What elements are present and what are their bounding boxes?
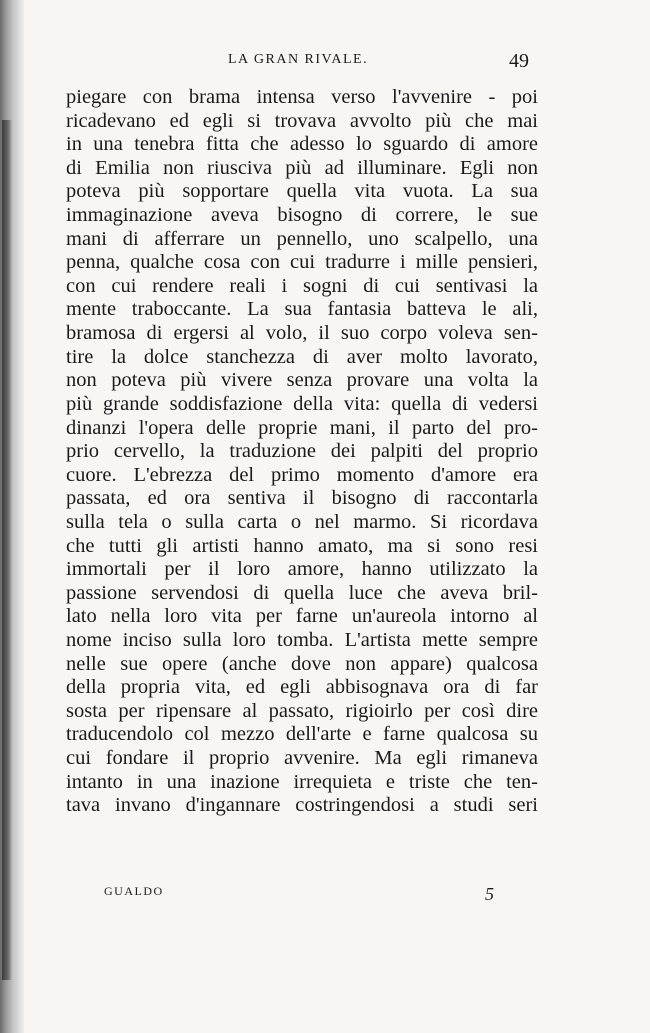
text-line: in una tenebra fitta che adesso lo sguardo di amore [66, 133, 538, 156]
signature-number: 5 [485, 884, 494, 904]
text-line: della propria vita, ed egli abbisognava ora di far [66, 676, 538, 699]
running-title: LA GRAN RIVALE. [228, 52, 369, 67]
text-line: con cui rendere reali i sogni di cui sentivasi la [66, 274, 538, 297]
text-line: ricadevano ed egli si trovava avvolto più che mai [66, 109, 538, 132]
text-line: sosta per ripensare al passato, rigioirlo per così dire [66, 699, 538, 722]
text-line: tava invano d'ingannare costringendosi a studi seri [66, 794, 538, 817]
text-line: passione servendosi di quella luce che aveva bril- [66, 581, 538, 604]
text-line: intanto in una inazione irrequieta e triste che ten- [66, 770, 538, 793]
text-line: mente traboccante. La sua fantasia batteva le ali, [66, 298, 538, 321]
text-line: più grande soddisfazione della vita: quella di vedersi [66, 392, 538, 415]
text-line: sulla tela o sulla carta o nel marmo. Si ricordava [66, 510, 538, 533]
body-text [66, 86, 538, 818]
text-line: che tutti gli artisti hanno amato, ma si sono resi [66, 534, 538, 557]
text-line: nome inciso sulla loro tomba. L'artista mette sempre [66, 629, 538, 652]
text-line: nelle sue opere (anche dove non appare) qualcosa [66, 652, 538, 675]
text-line: tire la dolce stanchezza di aver molto lavorato, [66, 345, 538, 368]
text-line: lato nella loro vita per farne un'aureola intorno al [66, 605, 538, 628]
text-line: dinanzi l'opera delle proprie mani, il parto del pro- [66, 416, 538, 439]
text-line: immaginazione aveva bisogno di correre, le sue [66, 204, 538, 227]
page-binding-shadow [2, 120, 12, 980]
text-line: di Emilia non riusciva più ad illuminare. Egli non [66, 156, 538, 179]
signature-mark: GUALDO [104, 884, 164, 898]
page-number: 49 [509, 50, 529, 72]
page-footer [0, 880, 650, 906]
text-line: immortali per il loro amore, hanno utilizzato la [66, 558, 538, 581]
running-head [0, 52, 650, 76]
text-line: cuore. L'ebrezza del primo momento d'amore era [66, 463, 538, 486]
text-line: passata, ed ora sentiva il bisogno di raccontarla [66, 487, 538, 510]
text-line: traducendolo col mezzo dell'arte e farne qualcosa su [66, 723, 538, 746]
text-line: piegare con brama intensa verso l'avvenire - poi [66, 86, 538, 108]
text-line: prio cervello, la traduzione dei palpiti del proprio [66, 440, 538, 463]
text-line: poteva più sopportare quella vita vuota. La sua [66, 180, 538, 203]
text-line: bramosa di ergersi al volo, il suo corpo voleva sen- [66, 322, 538, 345]
text-line: mani di afferrare un pennello, uno scalpello, una [66, 227, 538, 250]
text-line: cui fondare il proprio avvenire. Ma egli rimaneva [66, 747, 538, 770]
text-line: non poteva più vivere senza provare una volta la [66, 369, 538, 392]
text-line: penna, qualche cosa con cui tradurre i mille pensieri, [66, 251, 538, 274]
